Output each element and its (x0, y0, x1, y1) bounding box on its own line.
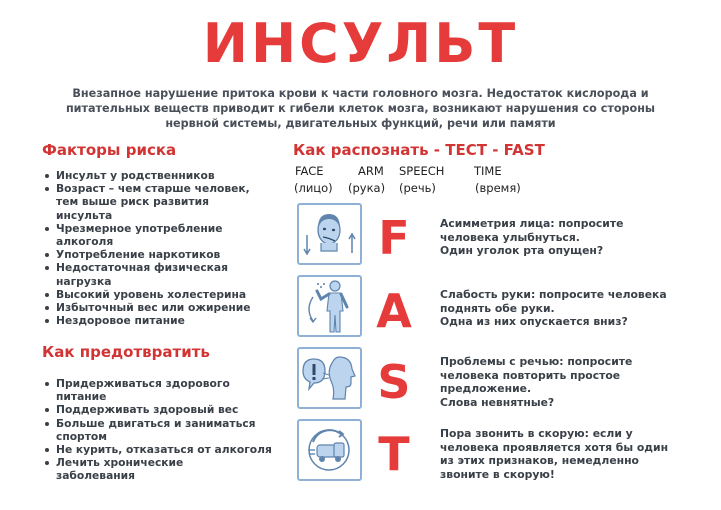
list-item-line: Употребление наркотиков (56, 248, 221, 262)
list-item (40, 377, 280, 403)
time-description (440, 427, 700, 481)
list-item-line: Нездоровое питание (56, 314, 185, 328)
list-item (40, 403, 280, 416)
intro-line: Внезапное нарушение притока крови к части головного мозга. Недостаток кислорода и (72, 87, 649, 100)
list-item-line: Придерживаться здорового (56, 377, 230, 390)
fast-letter-t: T (378, 427, 410, 481)
prevention-heading: Как предотвратить (42, 343, 210, 361)
list-item-line: Не курить, отказаться от алкоголя (56, 443, 272, 457)
description-line: человека повторить простое (440, 368, 621, 382)
description-line: Пора звонить в скорую: если у (440, 427, 633, 440)
list-item-line: инсульта (56, 208, 113, 222)
face-asymmetry-icon (297, 203, 362, 265)
code-speech-ru: (речь) (399, 181, 436, 195)
description-line: Слова невнятные? (440, 395, 555, 409)
list-item (40, 417, 280, 443)
description-line: Слабость руки: попросите человека (440, 288, 667, 301)
emergency-phone-icon (297, 419, 362, 481)
speech-problem-icon (297, 347, 362, 409)
arm-description (440, 288, 700, 329)
list-item (40, 301, 280, 314)
list-item-line: заболевания (56, 469, 136, 483)
list-item-line: Поддерживать здоровый вес (56, 403, 239, 417)
arm-weakness-icon (297, 275, 362, 337)
list-item (40, 222, 280, 248)
description-line: из этих признаков, немедленно (440, 454, 639, 467)
page-title: ИНСУЛЬТ (202, 12, 519, 75)
code-arm-en: ARM (358, 164, 384, 178)
list-item (40, 248, 280, 261)
face-description (440, 217, 700, 258)
description-line: Один уголок рта опущен? (440, 244, 604, 257)
list-item (40, 261, 280, 287)
list-item (40, 182, 280, 222)
code-time-en: TIME (474, 164, 502, 178)
fast-letter-a: A (376, 284, 412, 338)
intro-text (40, 86, 681, 131)
list-item-line: алкоголя (56, 235, 114, 249)
list-item-line: тем выше риск развития (56, 195, 209, 209)
code-face-ru: (лицо) (294, 181, 333, 195)
code-arm-ru: (рука) (348, 181, 386, 195)
description-line: предложение. (440, 382, 532, 395)
code-time-ru: (время) (475, 181, 521, 195)
list-item (40, 314, 280, 327)
list-item-line: Инсульт у родственников (56, 169, 215, 182)
description-line: человека проявляется хотя бы один (440, 440, 669, 454)
description-line: звоните в скорую! (440, 467, 555, 481)
list-item-line: питание (56, 390, 107, 404)
fast-letter-f: F (378, 211, 410, 265)
list-item (40, 169, 280, 182)
description-line: Проблемы с речью: попросите (440, 355, 633, 368)
list-item (40, 456, 280, 482)
code-speech-en: SPEECH (399, 164, 445, 178)
prevention-list (40, 377, 280, 483)
risk-factors-heading: Факторы риска (42, 141, 177, 159)
code-face-en: FACE (295, 164, 324, 178)
list-item-line: Чрезмерное употребление (56, 221, 223, 235)
list-item-line: Высокий уровень холестерина (56, 287, 247, 301)
list-item-line: Возраст – чем старше человек, (56, 182, 250, 196)
fast-letter-s: S (377, 355, 411, 409)
list-item-line: Недостаточная физическая (56, 261, 229, 275)
list-item-line: нагрузка (56, 274, 112, 288)
list-item-line: Лечить хронические (56, 456, 184, 470)
description-line: поднять обе руки. (440, 301, 555, 315)
fast-heading: Как распознать - ТЕСТ - FAST (293, 141, 545, 159)
list-item-line: Избыточный вес или ожирение (56, 301, 251, 315)
list-item (40, 288, 280, 301)
intro-line: нервной системы, двигательных функций, речи или памяти (165, 117, 556, 130)
list-item (40, 443, 280, 456)
risk-factors-list (40, 169, 280, 327)
description-line: Одна из них опускается вниз? (440, 315, 628, 328)
list-item-line: спортом (56, 429, 107, 443)
description-line: Асимметрия лица: попросите (440, 217, 624, 230)
intro-line: питательных веществ приводит к гибели клеток мозга, возникают нарушения со стороны (65, 102, 656, 115)
speech-description (440, 355, 700, 409)
description-line: человека улыбнуться. (440, 230, 580, 244)
list-item-line: Больше двигаться и заниматься (56, 416, 256, 430)
